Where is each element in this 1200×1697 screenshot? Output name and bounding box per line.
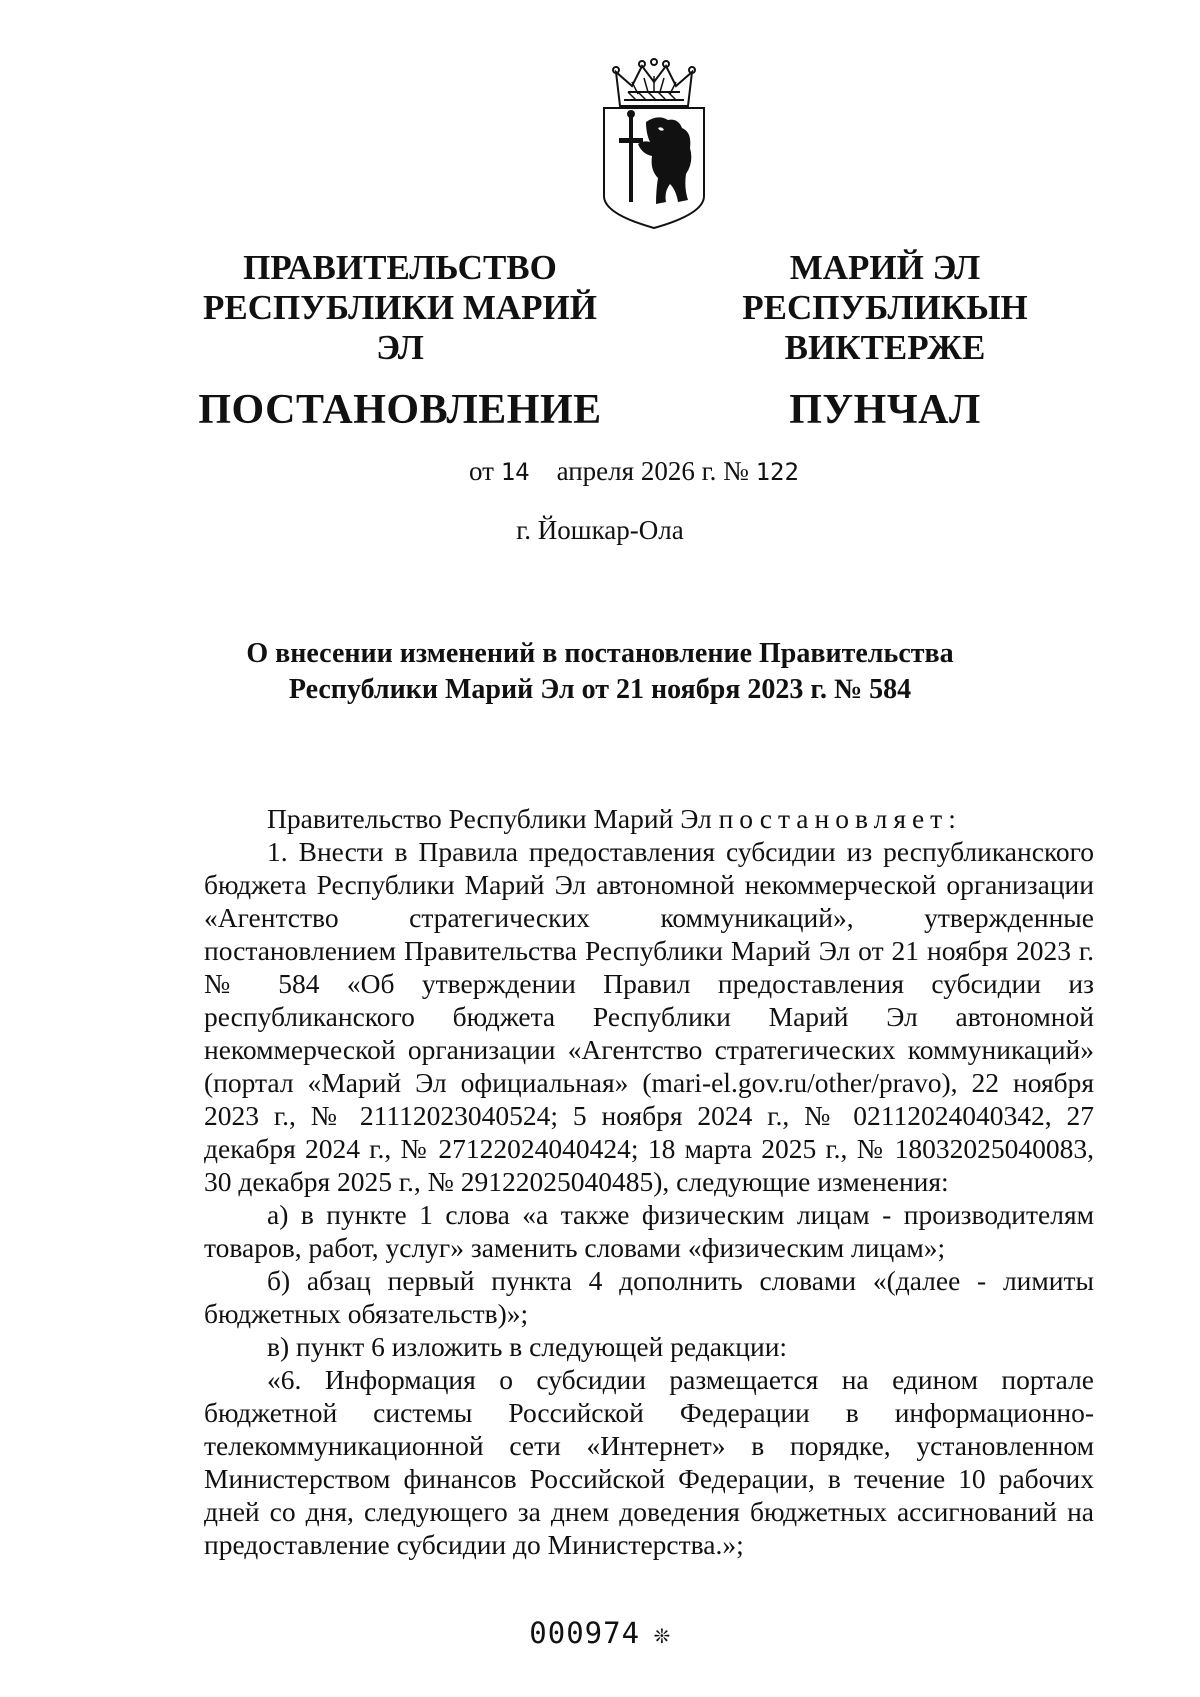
document-title [160, 636, 1040, 708]
date-day: 14 [500, 458, 530, 486]
org-name-ru-line2: РЕСПУБЛИКИ МАРИЙ ЭЛ [203, 288, 597, 367]
preamble [204, 802, 1094, 835]
doc-type-ru: ПОСТАНОВЛЕНИЕ [198, 387, 602, 433]
coat-of-arms [598, 58, 710, 230]
org-name-ru-line1: ПРАВИТЕЛЬСТВО [243, 248, 557, 287]
paragraph-6: «6. Информация о субсидии размещается на едином портале бюджетной системы Российской Федерации в информационно-телекоммуникационной сети «Интернет» в порядке, установленном Министерством финансов Российской Федерации, в течение 10 рабочих дней со дня, следующего за днем доведения бюджетных ассигнований на предоставление субсидии до Министерства.»; [204, 1364, 1094, 1560]
doc-number: 122 [755, 458, 799, 486]
org-name-mari-line2: ВИКТЕРЖЕ [784, 328, 986, 367]
paragraph-a: а) в пункте 1 слова «а также физическим лицам - производителям товаров, работ, услуг» заменить словами «физическим лицам»; [204, 1199, 1094, 1263]
date-prefix: от [469, 456, 494, 486]
paragraph-v: в) пункт 6 изложить в следующей редакции: [267, 1331, 788, 1362]
document-body [204, 802, 1094, 1561]
preamble-text: Правительство Республики Марий Эл [267, 803, 719, 834]
mari-el-coat-of-arms-icon [598, 58, 710, 230]
header-right [660, 248, 1110, 434]
serial-number: 000974 [529, 1616, 641, 1650]
doc-type-mari: ПУНЧАЛ [789, 387, 981, 433]
paragraph-1: 1. Внести в Правила предоставления субсидии из республиканского бюджета Республики Марий Эл автономной некоммерческой организации «Агентство стратегических коммуникаций», утвержденные постановлением Правительства Республики Марий Эл от 21 ноября 2023 г. № 584 «Об утверждении Правил предоставления субсидии из республиканского бюджета Республики Марий Эл автономной некоммерческой организации «Агентство стратегических коммуникаций» (портал «Марий Эл официальная» (mari-el.gov.ru/other/pravo), 22 ноября 2023 г., № 21112023040524; 5 ноября 2024 г., № 02112024040342, 27 декабря 2024 г., № 27122024040424; 18 марта 2025 г., № 18032025040083, 30 декабря 2025 г., № 29122025040485), следующие изменения: [204, 836, 1094, 1197]
header-left [190, 248, 610, 434]
footer-serial [0, 1616, 1200, 1650]
org-name-mari-line1: МАРИЙ ЭЛ РЕСПУБЛИКЫН [742, 248, 1028, 327]
date-line [469, 456, 799, 487]
city: г. Йошкар-Ола [516, 515, 684, 545]
date-month-year: апреля 2026 г. № [556, 456, 749, 486]
title-line1: О внесении изменений в постановление Правительства [246, 638, 954, 669]
title-line2: Республики Марий Эл от 21 ноября 2023 г. № 584 [288, 674, 912, 705]
security-mark: ❊ [654, 1620, 671, 1650]
preamble-spaced: постановляет: [718, 803, 962, 834]
paragraph-b: б) абзац первый пункта 4 дополнить словами «(далее - лимиты бюджетных обязательств)»; [204, 1265, 1094, 1329]
